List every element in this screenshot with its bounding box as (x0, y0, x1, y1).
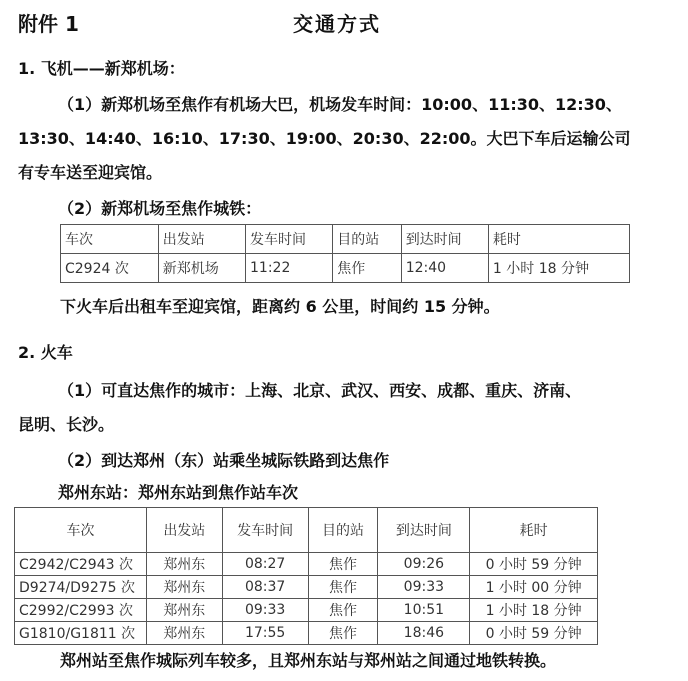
airport-rail-table (60, 224, 630, 283)
section1-after-note: 下火车后出租车至迎宾馆，距离约 6 公里，时间约 15 分钟。 (60, 297, 500, 316)
col-destination: 目的站 (308, 508, 378, 553)
cell-departure-time: 11:22 (246, 254, 333, 283)
cell-destination: 焦作 (308, 622, 378, 645)
cell-duration: 0 小时 59 分钟 (470, 553, 598, 576)
cell-arrival-time: 12:40 (401, 254, 488, 283)
cell-departure-time: 09:33 (222, 599, 308, 622)
section1-heading: 1. 飞机——新郑机场： (18, 59, 185, 78)
section1-item1-line2: 13:30、14:40、16:10、17:30、19:00、20:30、22:00。大巴下车后运输公司 (18, 129, 631, 148)
section2-item2: （2）到达郑州（东）站乘坐城际铁路到达焦作 (58, 451, 390, 470)
table-row (15, 553, 598, 576)
section1-item1-line3: 有专车送至迎宾馆。 (18, 163, 163, 182)
cell-arrival-time: 10:51 (378, 599, 470, 622)
cell-arrival-time: 18:46 (378, 622, 470, 645)
col-departure-time: 发车时间 (246, 225, 333, 254)
col-train-no: 车次 (61, 225, 159, 254)
section2-item1-line1: （1）可直达焦作的城市：上海、北京、武汉、西安、成都、重庆、济南、 (58, 381, 582, 400)
section2-footer-note: 郑州站至焦作城际列车较多，且郑州东站与郑州站之间通过地铁转换。 (60, 651, 557, 670)
cell-destination: 焦作 (333, 254, 401, 283)
table-row (15, 599, 598, 622)
col-departure-time: 发车时间 (222, 508, 308, 553)
page-title: 交通方式 (293, 12, 381, 36)
cell-train-no: C2924 次 (61, 254, 159, 283)
cell-departure-time: 08:27 (222, 553, 308, 576)
cell-duration: 1 小时 18 分钟 (488, 254, 629, 283)
col-arrival-time: 到达时间 (378, 508, 470, 553)
cell-destination: 焦作 (308, 599, 378, 622)
col-duration: 耗时 (488, 225, 629, 254)
cell-arrival-time: 09:33 (378, 576, 470, 599)
cell-departure-station: 郑州东 (146, 553, 222, 576)
cell-departure-time: 08:37 (222, 576, 308, 599)
attachment-label: 附件 1 (18, 12, 79, 36)
cell-train-no: C2942/C2943 次 (15, 553, 147, 576)
cell-departure-time: 17:55 (222, 622, 308, 645)
cell-departure-station: 新郑机场 (158, 254, 245, 283)
cell-duration: 1 小时 00 分钟 (470, 576, 598, 599)
cell-duration: 0 小时 59 分钟 (470, 622, 598, 645)
cell-duration: 1 小时 18 分钟 (470, 599, 598, 622)
table-header-row (15, 508, 598, 553)
cell-departure-station: 郑州东 (146, 622, 222, 645)
col-duration: 耗时 (470, 508, 598, 553)
table-row (15, 576, 598, 599)
col-departure-station: 出发站 (146, 508, 222, 553)
col-destination: 目的站 (333, 225, 401, 254)
section1-item1-line1: （1）新郑机场至焦作有机场大巴，机场发车时间：10:00、11:30、12:30、 (58, 95, 622, 114)
cell-train-no: G1810/G1811 次 (15, 622, 147, 645)
section2-item1-line2: 昆明、长沙。 (18, 415, 115, 434)
table-header-row (61, 225, 630, 254)
table-row (15, 622, 598, 645)
cell-destination: 焦作 (308, 553, 378, 576)
cell-train-no: D9274/D9275 次 (15, 576, 147, 599)
col-arrival-time: 到达时间 (401, 225, 488, 254)
section2-subheading: 郑州东站：郑州东站到焦作站车次 (58, 483, 299, 502)
cell-train-no: C2992/C2993 次 (15, 599, 147, 622)
cell-departure-station: 郑州东 (146, 599, 222, 622)
section2-heading: 2. 火车 (18, 343, 73, 362)
table-row (61, 254, 630, 283)
cell-destination: 焦作 (308, 576, 378, 599)
cell-arrival-time: 09:26 (378, 553, 470, 576)
col-departure-station: 出发站 (158, 225, 245, 254)
col-train-no: 车次 (15, 508, 147, 553)
zhengzhou-east-table (14, 507, 598, 645)
section1-item2: （2）新郑机场至焦作城铁： (58, 199, 262, 218)
document-header (18, 8, 678, 38)
cell-departure-station: 郑州东 (146, 576, 222, 599)
